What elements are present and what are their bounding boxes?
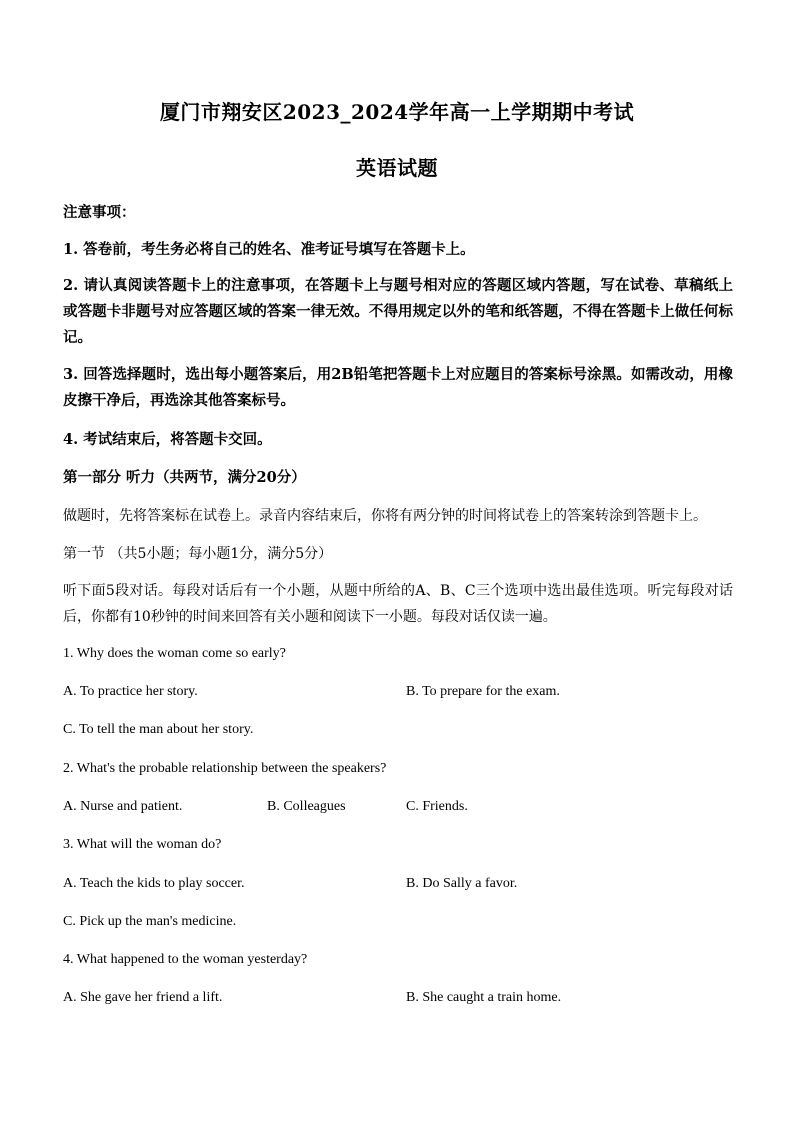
question-3-option-a: A. Teach the kids to play soccer. (63, 876, 245, 891)
question-1-option-a: A. To practice her story. (63, 684, 198, 699)
section1-heading: 第一节 （共5小题；每小题1分，满分5分） (63, 546, 333, 562)
question-3-option-b: B. Do Sally a favor. (406, 876, 518, 891)
question-2-stem: 2. What's the probable relationship between the speakers? (63, 761, 387, 776)
question-1-options (63, 684, 733, 700)
question-4-stem: 4. What happened to the woman yesterday? (63, 952, 308, 967)
notice-item-3: 3. 回答选择题时，选出每小题答案后，用2B铅笔把答题卡上对应题目的答案标号涂黑。如需改动，用橡皮擦干净后，再选涂其他答案标号。 (63, 366, 733, 409)
question-3-stem: 3. What will the woman do? (63, 837, 222, 852)
notice-heading: 注意事项： (63, 204, 136, 221)
question-2-option-c: C. Friends. (406, 799, 468, 814)
question-4-option-b: B. She caught a train home. (406, 990, 562, 1005)
question-4-option-a: A. She gave her friend a lift. (63, 990, 223, 1005)
part1-instruction: 做题时，先将答案标在试卷上。录音内容结束后，你将有两分钟的时间将试卷上的答案转涂到答题卡上。 (63, 508, 707, 524)
question-1-stem: 1. Why does the woman come so early? (63, 646, 286, 661)
question-2-options (63, 799, 733, 815)
section1-instruction: 听下面5段对话。每段对话后有一个小题，从题中所给的A、B、C三个选项中选出最佳选项。听完每段对话后，你都有10秒钟的时间来回答有关小题和阅读下一小题。每段对话仅读一遍。 (63, 583, 733, 625)
question-3-option-c: C. Pick up the man's medicine. (63, 914, 237, 929)
notice-item-1: 1. 答卷前，考生务必将自己的姓名、准考证号填写在答题卡上。 (63, 241, 475, 258)
notice-item-2: 2. 请认真阅读答题卡上的注意事项，在答题卡上与题号相对应的答题区域内答题，写在试卷、草稿纸上或答题卡非题号对应答题区域的答案一律无效。不得用规定以外的笔和纸答题，不得在答题卡上做任何标记。 (63, 277, 733, 346)
question-4-options (63, 990, 733, 1006)
question-2-option-b: B. Colleagues (267, 799, 346, 814)
page-subtitle: 英语试题 (356, 156, 438, 180)
question-2-option-a: A. Nurse and patient. (63, 799, 183, 814)
question-3-options (63, 876, 733, 892)
page-title: 厦门市翔安区2023_2024学年高一上学期期中考试 (159, 100, 635, 124)
question-1-option-b: B. To prepare for the exam. (406, 684, 560, 699)
notice-item-4: 4. 考试结束后，将答题卡交回。 (63, 431, 272, 448)
part1-heading: 第一部分 听力（共两节，满分20分） (63, 469, 306, 486)
question-1-option-c: C. To tell the man about her story. (63, 722, 254, 737)
